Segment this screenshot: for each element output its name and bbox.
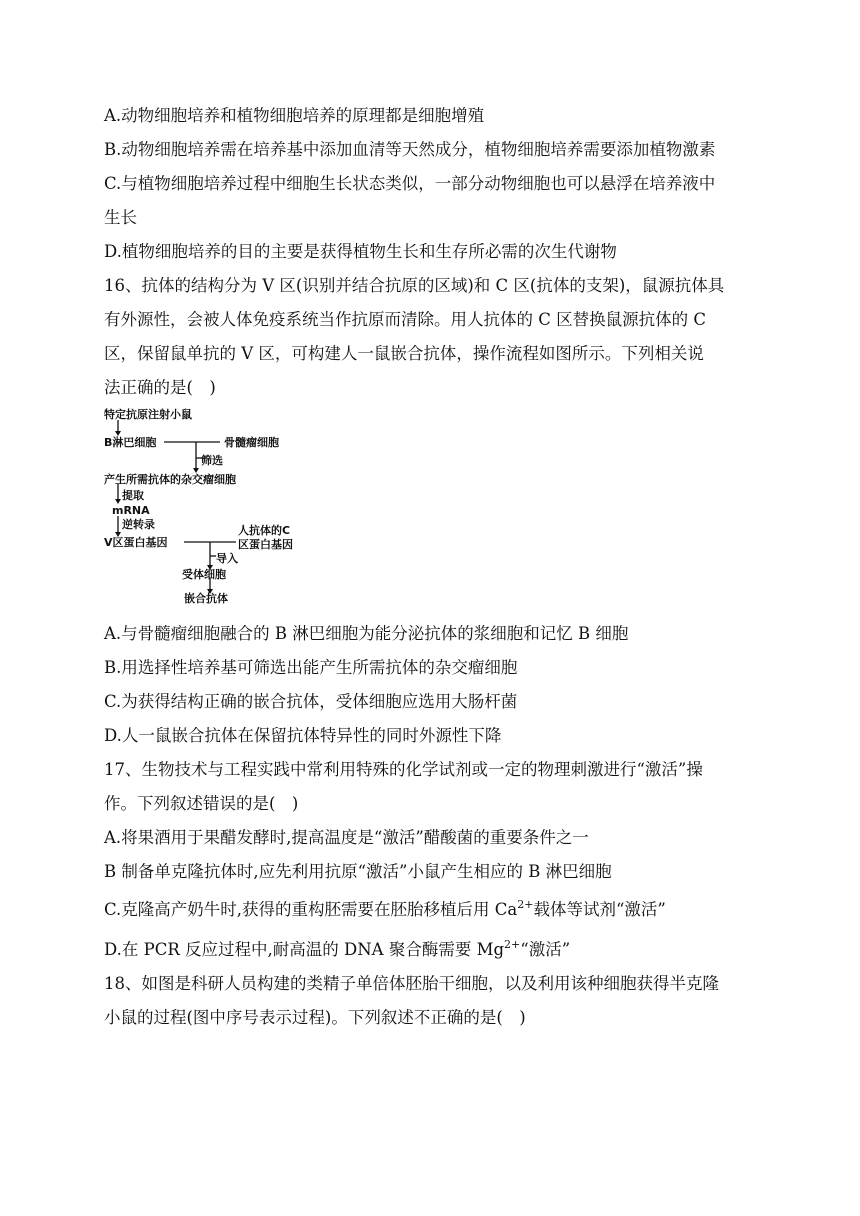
flow-chimeric: 嵌合抗体 [184, 592, 228, 605]
flow-mrna: mRNA [112, 504, 150, 517]
flow-step-inject: 特定抗原注射小鼠 [104, 408, 192, 421]
flow-extract: 提取 [122, 489, 144, 502]
q17-option-c-charge: 2+ [517, 898, 534, 911]
q15-option-c-line2: 生长 [104, 208, 137, 227]
q16-stem-line2: 有外源性，会被人体免疫系统当作抗原而清除。用人抗体的 C 区替换鼠源抗体的 C [104, 310, 706, 329]
q17-option-d-tail: “激活” [520, 940, 571, 959]
flow-human-c-line1: 人抗体的C [238, 524, 291, 537]
q16-option-c: C.为获得结构正确的嵌合抗体，受体细胞应选用大肠杆菌 [104, 692, 518, 711]
q15-option-a: A.动物细胞培养和植物细胞培养的原理都是细胞增殖 [104, 106, 485, 125]
q17-option-d [104, 938, 570, 962]
q17-option-b: B 制备单克隆抗体时,应先利用抗原“激活”小鼠产生相应的 B 淋巴细胞 [104, 862, 612, 881]
q17-option-d-charge: 2+ [504, 938, 521, 951]
flow-v-gene: V区蛋白基因 [104, 536, 168, 549]
q17-option-d-text: D.在 PCR 反应过程中,耐高温的 DNA 聚合酶需要 Mg [104, 940, 505, 959]
flow-screen: 筛选 [201, 454, 223, 467]
q16-flowchart [104, 406, 324, 606]
q16-option-d: D.人一鼠嵌合抗体在保留抗体特异性的同时外源性下降 [104, 726, 502, 745]
flow-import: 导入 [216, 552, 238, 565]
flow-b-cell: B淋巴细胞 [104, 436, 157, 449]
q17-option-c-tail: 载体等试剂“激活” [533, 900, 666, 919]
q15-option-c-line1: C.与植物细胞培养过程中细胞生长状态类似，一部分动物细胞也可以悬浮在培养液中 [104, 174, 716, 193]
q16-stem-line1: 16、抗体的结构分为 V 区(识别并结合抗原的区域)和 C 区(抗体的支架)，鼠源抗体具 [104, 276, 725, 295]
q15-option-b: B.动物细胞培养需在培养基中添加血清等天然成分，植物细胞培养需要添加植物激素 [104, 140, 716, 159]
q17-option-c-text: C.克隆高产奶牛时,获得的重构胚需要在胚胎移植后用 Ca [104, 900, 518, 919]
flow-reverse: 逆转录 [122, 518, 155, 531]
q16-option-a: A.与骨髓瘤细胞融合的 B 淋巴细胞为能分泌抗体的浆细胞和记忆 B 细胞 [104, 624, 629, 643]
q18-stem-line2: 小鼠的过程(图中序号表示过程)。下列叙述不正确的是( ) [104, 1008, 526, 1027]
q15-option-d: D.植物细胞培养的目的主要是获得植物生长和生存所必需的次生代谢物 [104, 242, 617, 261]
flow-myeloma: 骨髓瘤细胞 [224, 436, 279, 449]
q17-stem-line2: 作。下列叙述错误的是( ) [104, 794, 299, 813]
flow-hybridoma: 产生所需抗体的杂交瘤细胞 [104, 473, 236, 486]
q17-option-a: A.将果酒用于果醋发酵时,提高温度是“激活”醋酸菌的重要条件之一 [104, 828, 589, 847]
q17-stem-line1: 17、生物技术与工程实践中常利用特殊的化学试剂或一定的物理刺激进行“激活”操 [104, 760, 703, 779]
q16-option-b: B.用选择性培养基可筛选出能产生所需抗体的杂交瘤细胞 [104, 658, 518, 677]
q16-stem-line3: 区，保留鼠单抗的 V 区，可构建人一鼠嵌合抗体，操作流程如图所示。下列相关说 [104, 344, 704, 363]
q16-stem-line4: 法正确的是( ) [104, 378, 216, 397]
q18-stem-line1: 18、如图是科研人员构建的类精子单倍体胚胎干细胞，以及利用该种细胞获得半克隆 [104, 974, 719, 993]
flow-recipient: 受体细胞 [182, 568, 226, 581]
flow-human-c-line2: 区蛋白基因 [238, 538, 293, 551]
q17-option-c [104, 898, 666, 922]
